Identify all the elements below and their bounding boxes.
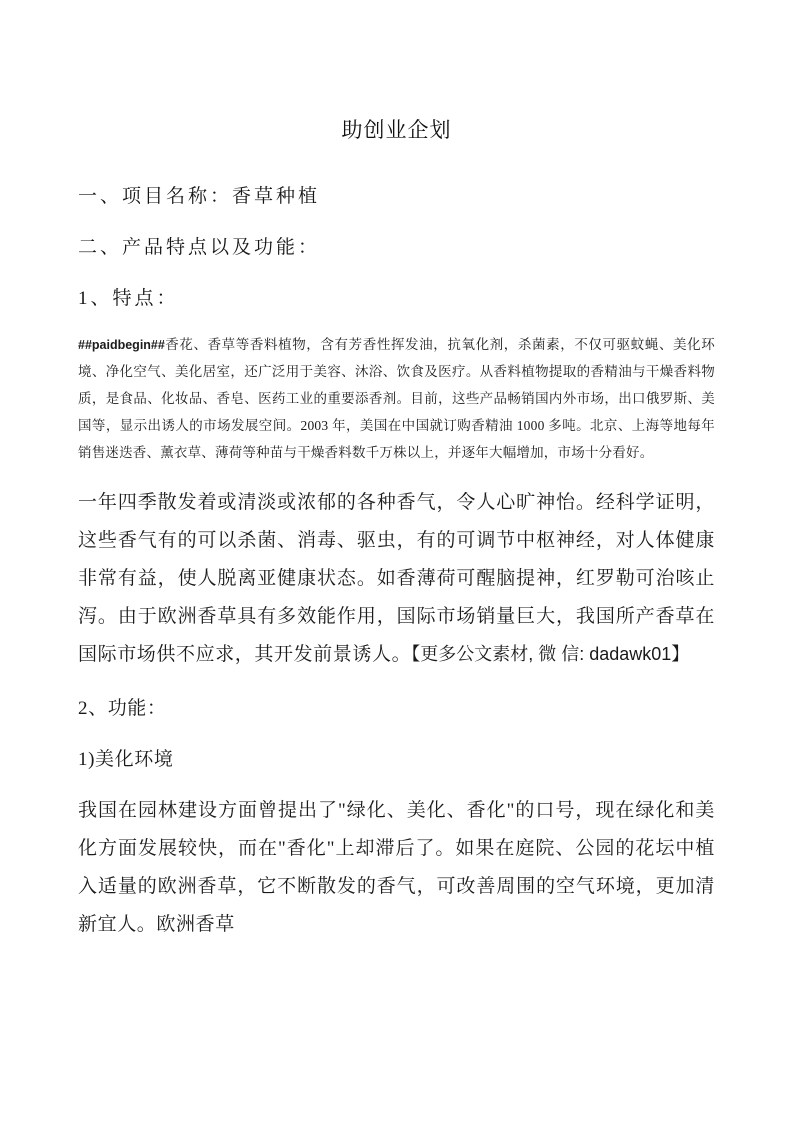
- function-item-beautify-environment: 1)美化环境: [78, 749, 174, 771]
- features-detail-text: 香花、香草等香料植物，含有芳香性挥发油，抗氧化剂，杀菌素，不仅可驱蚊蝇、美化环境、净化空气、美化居室，还广泛用于美容、沐浴、饮食及医疗。从香料植物提取的香精油与干燥香料物质，是食品、化妆品、香皂、医药工业的重要添香剂。目前，这些产品畅销国内外市场，出口俄罗斯、美国等，显示出诱人的市场发展空间。2003 年，美国在中国就订购香精油 1000 多吨。北京、上海等地每年销售迷迭香、薰衣草、薄荷等种苗与干燥香料数千万株以上，并逐年大幅增加，市场十分看好。: [78, 337, 715, 461]
- section-project-name: 一、项目名称：香草种植: [78, 186, 321, 207]
- function-paragraph-beautify: 我国在园林建设方面曾提出了"绿化、美化、香化"的口号，现在绿化和美化方面发展较快，而在"香化"上却滞后了。如果在庭院、公园的花坛中植入适量的欧洲香草，它不断散发的香气，可改善周围的空气环境，更加清新宜人。欧洲香草: [78, 800, 715, 936]
- aroma-description-text: 一年四季散发着或清淡或浓郁的各种香气，令人心旷神怡。经科学证明，这些香气有的可以杀菌、消毒、驱虫，有的可调节中枢神经，对人体健康非常有益，使人脱离亚健康状态。如香薄荷可醒脑提神，红罗勒可治咳止泻。由于欧洲香草具有多效能作用，国际市场销量巨大，我国所产香草在国际市场供不应求，其开发前景诱人。: [78, 492, 715, 666]
- paid-begin-marker: ##paidbegin##: [78, 338, 165, 353]
- section-features-subheading: 1、特点：: [78, 288, 179, 310]
- section-function-heading: 2、功能：: [78, 698, 167, 720]
- contact-note: 【更多公文素材, 微 信: dadawk01】: [411, 644, 690, 665]
- page-title: 助创业企划: [341, 119, 452, 142]
- features-detail-paragraph: [78, 331, 715, 466]
- section-product-features-heading: 二、产品特点以及功能：: [78, 237, 321, 259]
- aroma-description-paragraph: [78, 484, 715, 674]
